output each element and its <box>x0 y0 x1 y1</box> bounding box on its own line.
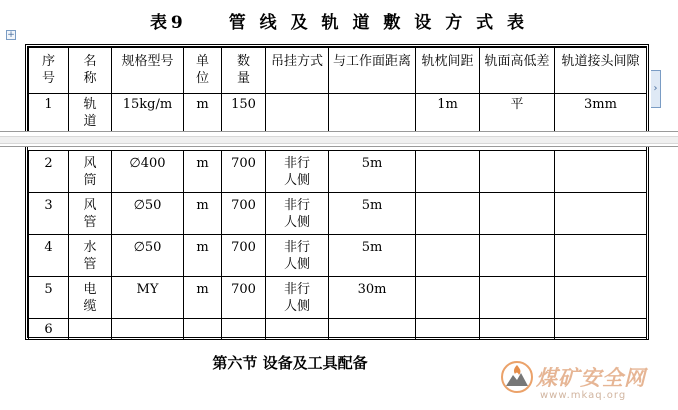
table-row <box>29 193 647 235</box>
header-cell: 单位 <box>184 48 222 94</box>
cell-spec: MY <box>112 277 184 319</box>
cell-sleeper-spacing <box>416 319 480 340</box>
cell-name <box>69 319 112 340</box>
cell-quantity: 150 <box>222 94 266 134</box>
header-cell: 与工作面距离 <box>329 48 416 94</box>
cell-hanging-method: 非行人侧 <box>266 151 329 193</box>
cell-sleeper-spacing <box>416 277 480 319</box>
cell-distance: 5m <box>329 151 416 193</box>
cell-sleeper-spacing: 1m <box>416 94 480 134</box>
cell-name: 风管 <box>69 193 112 235</box>
site-watermark <box>500 360 675 406</box>
cell-name: 风筒 <box>69 151 112 193</box>
table-grid <box>28 47 647 340</box>
table-resize-arrow-icon[interactable]: › <box>651 70 661 108</box>
cell-unit: m <box>184 151 222 193</box>
cell-hanging-method <box>266 319 329 340</box>
section-heading: 第六节 设备及工具配备 <box>212 354 368 372</box>
cell-distance: 5m <box>329 235 416 277</box>
cell-joint-gap <box>555 151 647 193</box>
header-cell: 轨道接头间隙 <box>555 48 647 94</box>
header-cell: 序号 <box>29 48 69 94</box>
cell-unit <box>184 319 222 340</box>
cell-unit: m <box>184 235 222 277</box>
header-cell: 数量 <box>222 48 266 94</box>
watermark-site-name: 煤矿安全网 <box>536 366 646 390</box>
cell-name: 水管 <box>69 235 112 277</box>
watermark-url: www.mkaq.org <box>540 390 627 401</box>
cell-serial: 2 <box>29 151 69 193</box>
cell-serial: 3 <box>29 193 69 235</box>
cell-joint-gap <box>555 235 647 277</box>
header-cell: 轨枕间距 <box>416 48 480 94</box>
cell-distance <box>329 319 416 340</box>
header-cell: 吊挂方式 <box>266 48 329 94</box>
cell-name: 轨道 <box>69 94 112 134</box>
cell-serial: 1 <box>29 94 69 134</box>
cell-serial: 6 <box>29 319 69 340</box>
header-cell: 规格型号 <box>112 48 184 94</box>
table-row <box>29 94 647 134</box>
cell-rail-height-diff <box>480 277 555 319</box>
cell-spec: ∅50 <box>112 193 184 235</box>
table-title: 表9 管 线 及 轨 道 敷 设 方 式 表 <box>149 13 529 33</box>
cell-quantity <box>222 319 266 340</box>
page-break-divider <box>0 131 678 147</box>
cell-sleeper-spacing <box>416 235 480 277</box>
table-row <box>29 319 647 340</box>
laying-method-table <box>25 44 649 340</box>
cell-quantity: 700 <box>222 151 266 193</box>
cell-serial: 4 <box>29 235 69 277</box>
cell-joint-gap <box>555 319 647 340</box>
cell-unit: m <box>184 193 222 235</box>
cell-quantity: 700 <box>222 277 266 319</box>
cell-quantity: 700 <box>222 193 266 235</box>
cell-quantity: 700 <box>222 235 266 277</box>
table-row <box>29 151 647 193</box>
cell-hanging-method: 非行人侧 <box>266 193 329 235</box>
cell-spec: ∅50 <box>112 235 184 277</box>
header-cell: 轨面高低差 <box>480 48 555 94</box>
cell-rail-height-diff <box>480 235 555 277</box>
cell-rail-height-diff <box>480 151 555 193</box>
table-row <box>29 277 647 319</box>
cell-unit: m <box>184 94 222 134</box>
mine-safety-logo-icon <box>500 360 534 394</box>
cell-rail-height-diff <box>480 319 555 340</box>
cell-rail-height-diff <box>480 193 555 235</box>
cell-serial: 5 <box>29 277 69 319</box>
table-header-row <box>29 48 647 94</box>
cell-joint-gap <box>555 277 647 319</box>
cell-joint-gap: 3mm <box>555 94 647 134</box>
cell-distance: 5m <box>329 193 416 235</box>
cell-rail-height-diff: 平 <box>480 94 555 134</box>
cell-unit: m <box>184 277 222 319</box>
cell-hanging-method <box>266 94 329 134</box>
cell-hanging-method: 非行人侧 <box>266 235 329 277</box>
cell-spec: ∅400 <box>112 151 184 193</box>
cell-spec: 15kg/m <box>112 94 184 134</box>
cell-spec <box>112 319 184 340</box>
table-move-handle-icon[interactable]: + <box>7 30 15 40</box>
cell-hanging-method: 非行人侧 <box>266 277 329 319</box>
header-cell: 名称 <box>69 48 112 94</box>
cell-joint-gap <box>555 193 647 235</box>
cell-name: 电缆 <box>69 277 112 319</box>
cell-sleeper-spacing <box>416 151 480 193</box>
cell-distance: 30m <box>329 277 416 319</box>
cell-sleeper-spacing <box>416 193 480 235</box>
table-row <box>29 235 647 277</box>
cell-distance <box>329 94 416 134</box>
